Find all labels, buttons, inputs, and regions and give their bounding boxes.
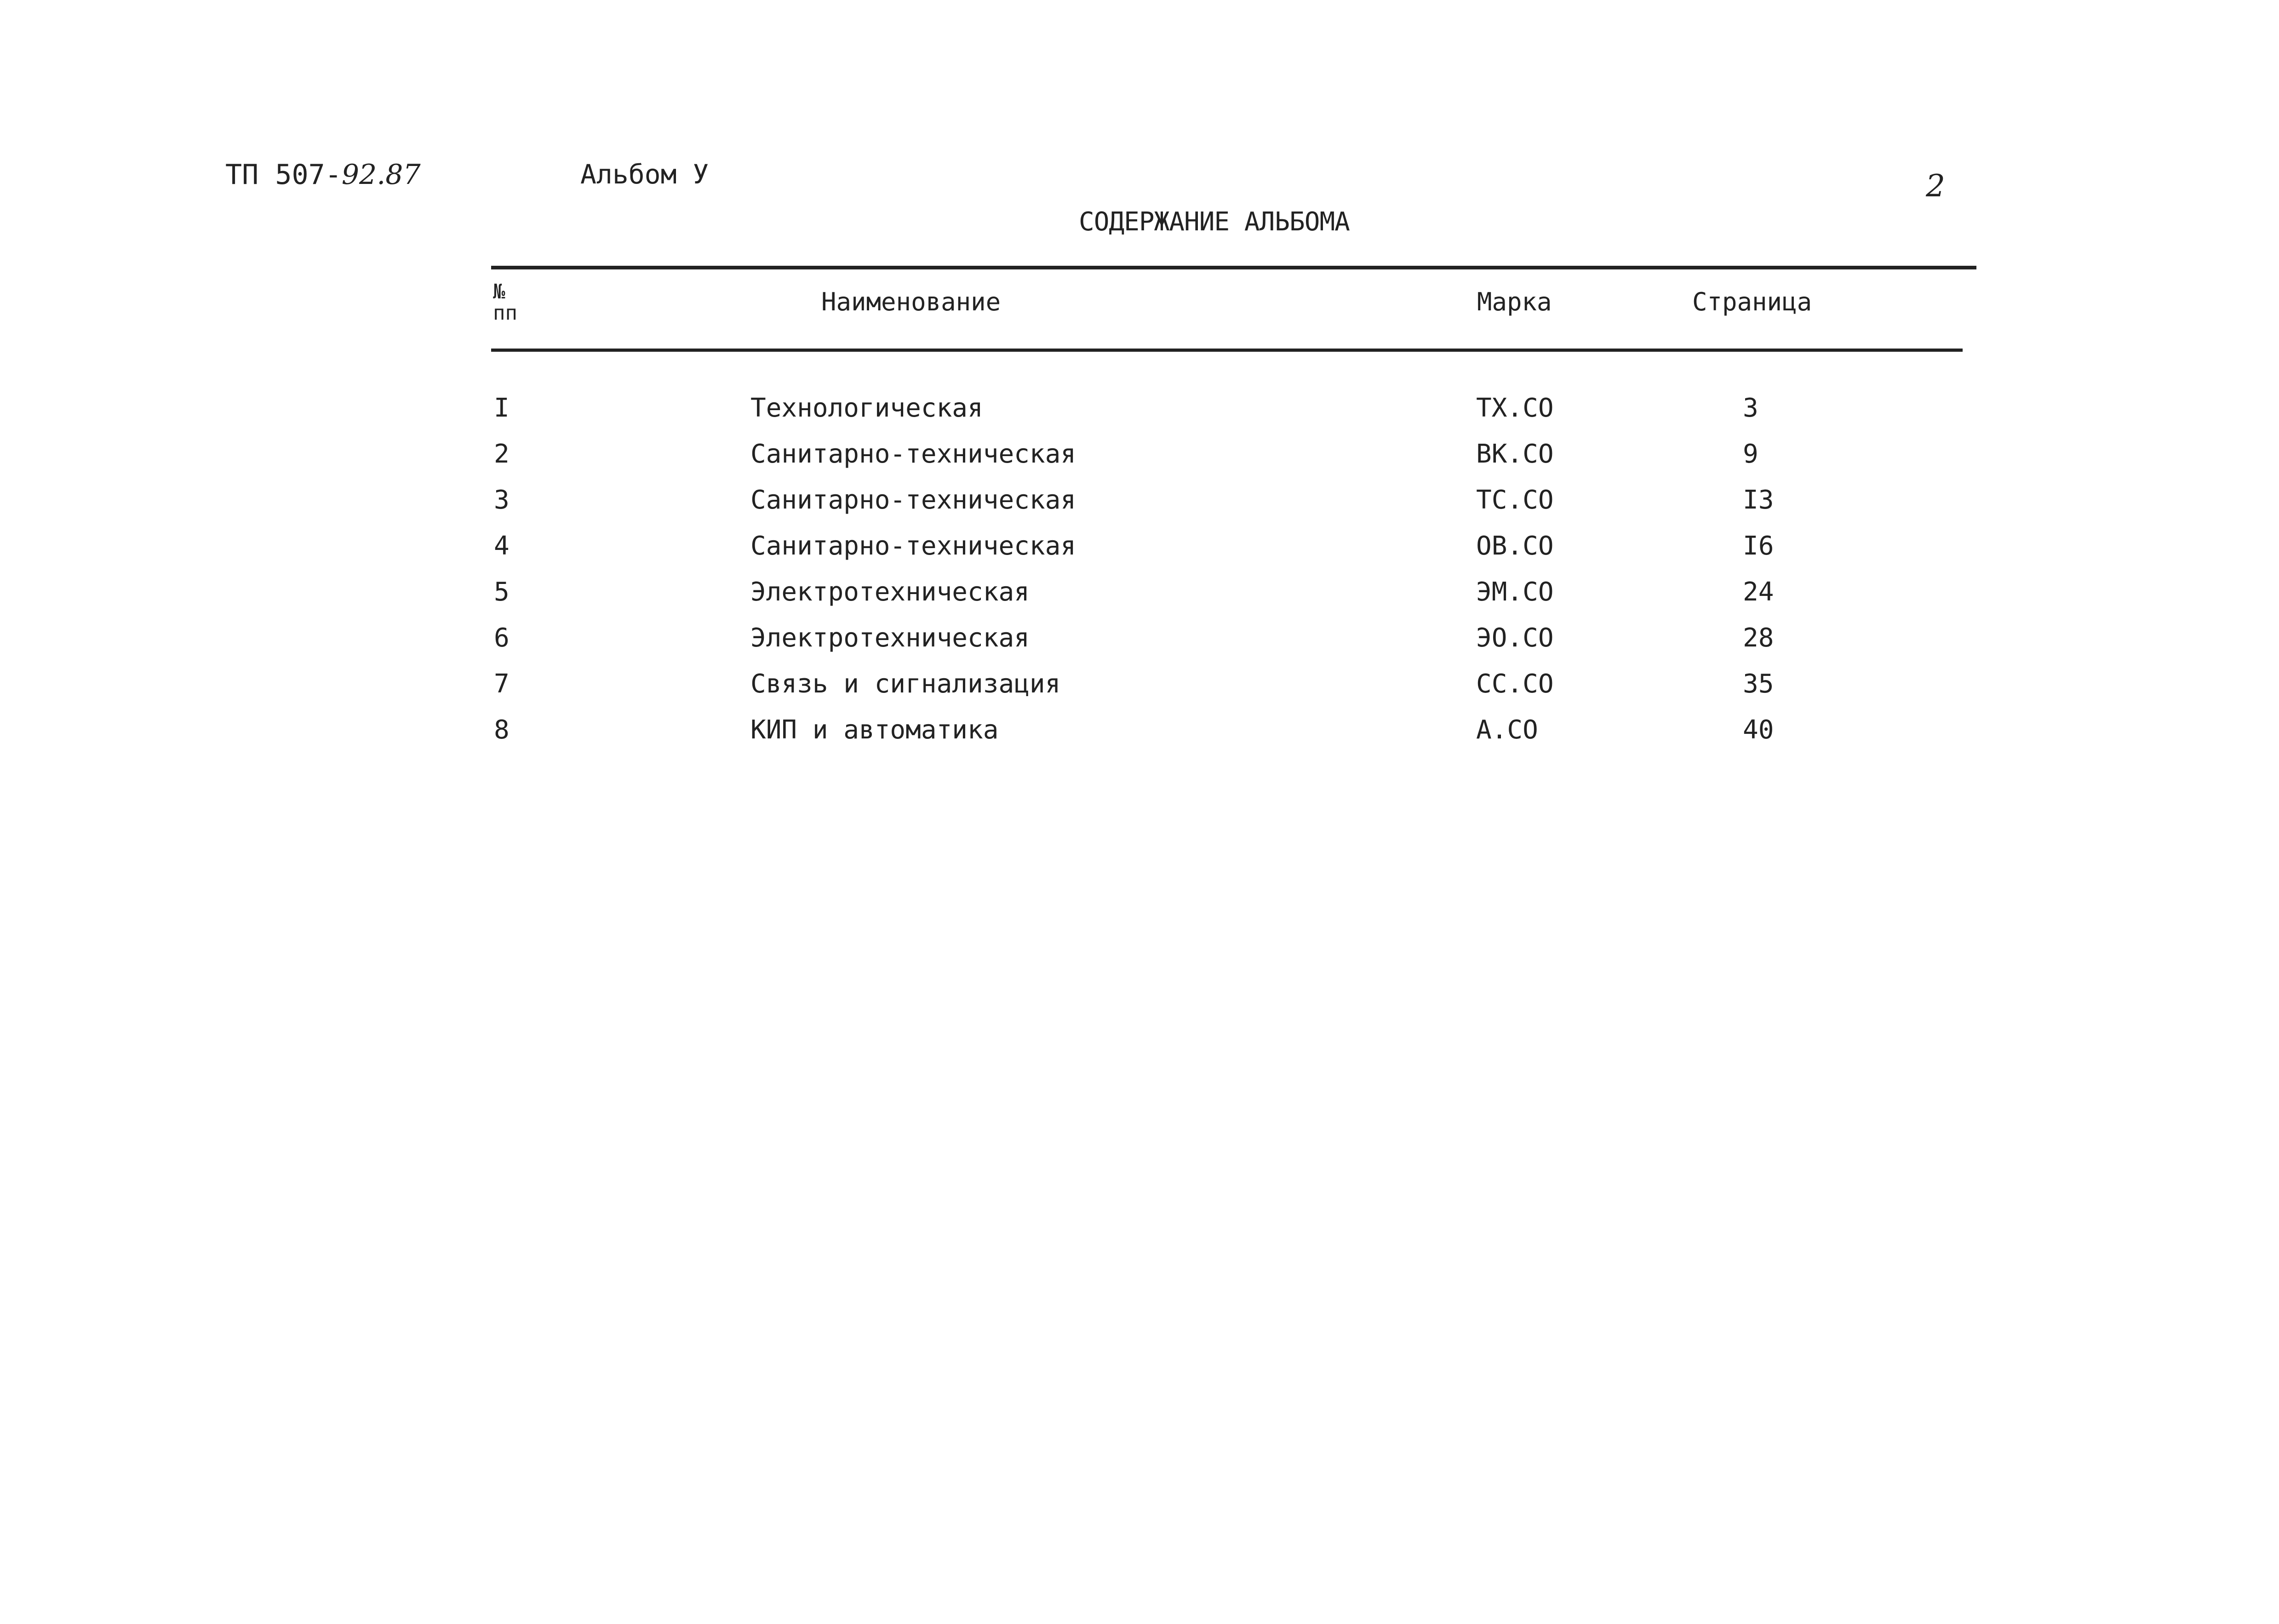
document-code-handwritten: 92.87 xyxy=(341,159,421,191)
table-row xyxy=(0,579,2279,625)
table-header-rule xyxy=(491,349,1963,352)
row-number: 4 xyxy=(494,531,510,561)
table-row xyxy=(0,441,2279,487)
row-number: I xyxy=(494,393,510,423)
document-code-prefix: ТП 507- xyxy=(225,159,342,191)
page-number: 2 xyxy=(1926,168,1945,204)
row-name: Санитарно-техническая xyxy=(750,531,1077,561)
row-number: 7 xyxy=(494,669,510,699)
row-name: Связь и сигнализация xyxy=(750,669,1061,699)
row-page: 35 xyxy=(1743,669,1774,699)
table-top-rule xyxy=(491,266,1976,269)
row-name: Санитарно-техническая xyxy=(750,439,1077,469)
row-name: Технологическая xyxy=(750,393,983,423)
row-mark: А.СО xyxy=(1476,715,1538,745)
row-page: 24 xyxy=(1743,577,1774,607)
column-header-num: № пп xyxy=(493,280,517,325)
row-name: КИП и автоматика xyxy=(750,715,999,745)
row-page: I3 xyxy=(1743,485,1774,515)
row-page: I6 xyxy=(1743,531,1774,561)
table-row xyxy=(0,487,2279,533)
table-row xyxy=(0,533,2279,579)
column-header-mark: Марка xyxy=(1477,287,1552,316)
document-title: СОДЕРЖАНИЕ АЛЬБОМА xyxy=(1079,207,1350,237)
row-mark: СС.СО xyxy=(1476,669,1554,699)
row-number: 5 xyxy=(494,577,510,607)
column-header-page: Страница xyxy=(1692,287,1812,316)
row-number: 8 xyxy=(494,715,510,745)
table-row xyxy=(0,625,2279,671)
table-row xyxy=(0,671,2279,717)
row-page: 40 xyxy=(1743,715,1774,745)
row-mark: ТХ.СО xyxy=(1476,393,1554,423)
row-mark: ВК.СО xyxy=(1476,439,1554,469)
row-mark: ЭО.СО xyxy=(1476,623,1554,653)
row-mark: ЭМ.СО xyxy=(1476,577,1554,607)
row-number: 3 xyxy=(494,485,510,515)
row-name: Электротехническая xyxy=(750,577,1030,607)
row-number: 2 xyxy=(494,439,510,469)
table-row xyxy=(0,395,2279,441)
row-page: 28 xyxy=(1743,623,1774,653)
table-row xyxy=(0,717,2279,763)
album-label: Альбом У xyxy=(580,159,709,190)
row-name: Электротехническая xyxy=(750,623,1030,653)
column-header-name: Наименование xyxy=(821,287,1001,316)
row-number: 6 xyxy=(494,623,510,653)
row-mark: ОВ.СО xyxy=(1476,531,1554,561)
row-name: Санитарно-техническая xyxy=(750,485,1077,515)
row-mark: ТС.СО xyxy=(1476,485,1554,515)
row-page: 9 xyxy=(1743,439,1758,469)
document-code xyxy=(225,161,421,189)
row-page: 3 xyxy=(1743,393,1758,423)
